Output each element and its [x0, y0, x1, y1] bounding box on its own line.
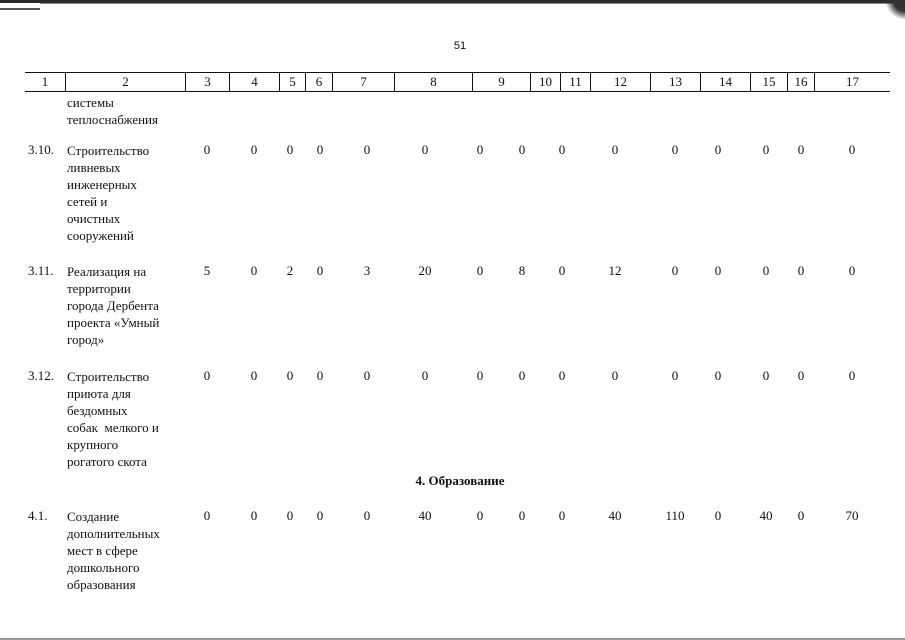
cell-value: 0 — [762, 263, 770, 278]
header-cell-1: 1 — [41, 74, 49, 89]
cell-value: 0 — [363, 142, 371, 157]
cell-value: 0 — [714, 508, 722, 523]
header-cell-13: 13 — [650, 73, 700, 91]
cell-value: 0 — [363, 508, 371, 523]
cell-value: 0 — [518, 508, 526, 523]
header-cell-17: 17 — [814, 73, 890, 91]
title-line: Реализация на — [67, 264, 147, 279]
cell-value: 0 — [203, 368, 211, 383]
header-cell-11: 11 — [560, 73, 590, 91]
title-line: приюта для — [67, 386, 131, 401]
cell-value: 0 — [421, 142, 429, 157]
title-line: теплоснабжения — [67, 112, 158, 127]
title-line: рогатого скота — [67, 454, 147, 469]
cell-value: 0 — [476, 263, 484, 278]
row-number: 3.11. — [28, 263, 54, 278]
header-cell-12: 12 — [590, 73, 650, 91]
row-number: 3.10. — [28, 142, 54, 157]
cell-value: 0 — [848, 368, 856, 383]
cell-value: 0 — [558, 142, 566, 157]
cell-value: 0 — [476, 142, 484, 157]
cell-value: 0 — [611, 368, 619, 383]
row-title — [67, 263, 185, 348]
cell-value: 40 — [608, 508, 622, 523]
scan-border-line — [40, 3, 905, 4]
cell-value: 0 — [250, 142, 258, 157]
cell-value: 0 — [316, 368, 324, 383]
section-title: 4. Образование — [415, 473, 505, 488]
cell-value: 5 — [203, 263, 211, 278]
row-title — [67, 368, 185, 470]
title-line: бездомных — [67, 403, 128, 418]
header-cell-10: 10 — [530, 73, 560, 91]
cell-value: 0 — [797, 368, 805, 383]
cell-value: 0 — [671, 368, 679, 383]
cell-value: 0 — [714, 263, 722, 278]
cell-value: 0 — [714, 142, 722, 157]
header-cell-5: 5 — [279, 73, 305, 91]
title-line: сетей и — [67, 194, 108, 209]
header-cell-15: 15 — [750, 73, 787, 91]
cell-value: 0 — [558, 368, 566, 383]
row-title — [67, 142, 185, 244]
cell-value: 0 — [316, 263, 324, 278]
title-line: ливневых — [67, 160, 121, 175]
row-number: 4.1. — [28, 508, 48, 523]
cell-value: 3 — [363, 263, 371, 278]
header-cell-14: 14 — [700, 73, 750, 91]
title-line: город» — [67, 332, 105, 347]
title-line: дополнительных — [67, 526, 160, 541]
row-title — [67, 508, 185, 593]
cell-value: 0 — [316, 142, 324, 157]
cell-value: 0 — [671, 142, 679, 157]
header-cell-4: 4 — [229, 73, 279, 91]
scan-corner-shadow — [885, 0, 905, 20]
cell-value: 0 — [848, 142, 856, 157]
row-number: 3.12. — [28, 368, 54, 383]
title-line: инженерных — [67, 177, 137, 192]
cell-value: 0 — [421, 368, 429, 383]
cell-value: 0 — [558, 263, 566, 278]
title-line: мест в сфере — [67, 543, 138, 558]
title-line: крупного — [67, 437, 119, 452]
header-cell-16: 16 — [787, 73, 814, 91]
title-line: очистных — [67, 211, 121, 226]
title-line: проекта «Умный — [67, 315, 160, 330]
header-cell-7: 7 — [332, 73, 394, 91]
cell-value: 110 — [665, 508, 685, 523]
header-cell-2: 2 — [65, 73, 185, 91]
header-cell-6: 6 — [305, 73, 332, 91]
scan-artifact — [0, 8, 40, 10]
cell-value: 0 — [762, 368, 770, 383]
title-line: территории — [67, 281, 131, 296]
cell-value: 0 — [203, 142, 211, 157]
cell-value: 0 — [762, 142, 770, 157]
cell-value: 8 — [518, 263, 526, 278]
cell-value: 0 — [611, 142, 619, 157]
title-line: Создание — [67, 509, 120, 524]
cell-value: 0 — [518, 142, 526, 157]
cell-value: 0 — [558, 508, 566, 523]
cell-value: 0 — [203, 508, 211, 523]
cell-value: 0 — [476, 368, 484, 383]
cell-value: 0 — [518, 368, 526, 383]
cell-value: 0 — [671, 263, 679, 278]
cell-value: 2 — [286, 263, 294, 278]
header-cell-8: 8 — [394, 73, 472, 91]
table-header-row — [25, 72, 890, 92]
cell-value: 70 — [845, 508, 859, 523]
title-line: Строительство — [67, 143, 150, 158]
title-line: сооружений — [67, 228, 134, 243]
page-number: 51 — [453, 40, 467, 52]
cell-value: 0 — [250, 508, 258, 523]
cell-value: 0 — [316, 508, 324, 523]
header-cell-3: 3 — [185, 73, 229, 91]
header-cell-9: 9 — [472, 73, 530, 91]
title-line: системы — [67, 95, 114, 110]
cell-value: 40 — [759, 508, 773, 523]
cell-value: 0 — [797, 263, 805, 278]
cell-value: 0 — [250, 368, 258, 383]
title-line: собак мелкого и — [67, 420, 159, 435]
cell-value: 0 — [848, 263, 856, 278]
cell-value: 0 — [714, 368, 722, 383]
title-line: города Дербента — [67, 298, 159, 313]
title-line: дошкольного — [67, 560, 140, 575]
cell-value: 0 — [286, 142, 294, 157]
cell-value: 12 — [608, 263, 622, 278]
continued-row-title — [67, 94, 185, 128]
cell-value: 0 — [797, 508, 805, 523]
cell-value: 0 — [250, 263, 258, 278]
cell-value: 0 — [286, 368, 294, 383]
title-line: Строительство — [67, 369, 150, 384]
cell-value: 0 — [286, 508, 294, 523]
cell-value: 20 — [418, 263, 432, 278]
cell-value: 0 — [363, 368, 371, 383]
cell-value: 40 — [418, 508, 432, 523]
cell-value: 0 — [476, 508, 484, 523]
cell-value: 0 — [797, 142, 805, 157]
title-line: образования — [67, 577, 136, 592]
